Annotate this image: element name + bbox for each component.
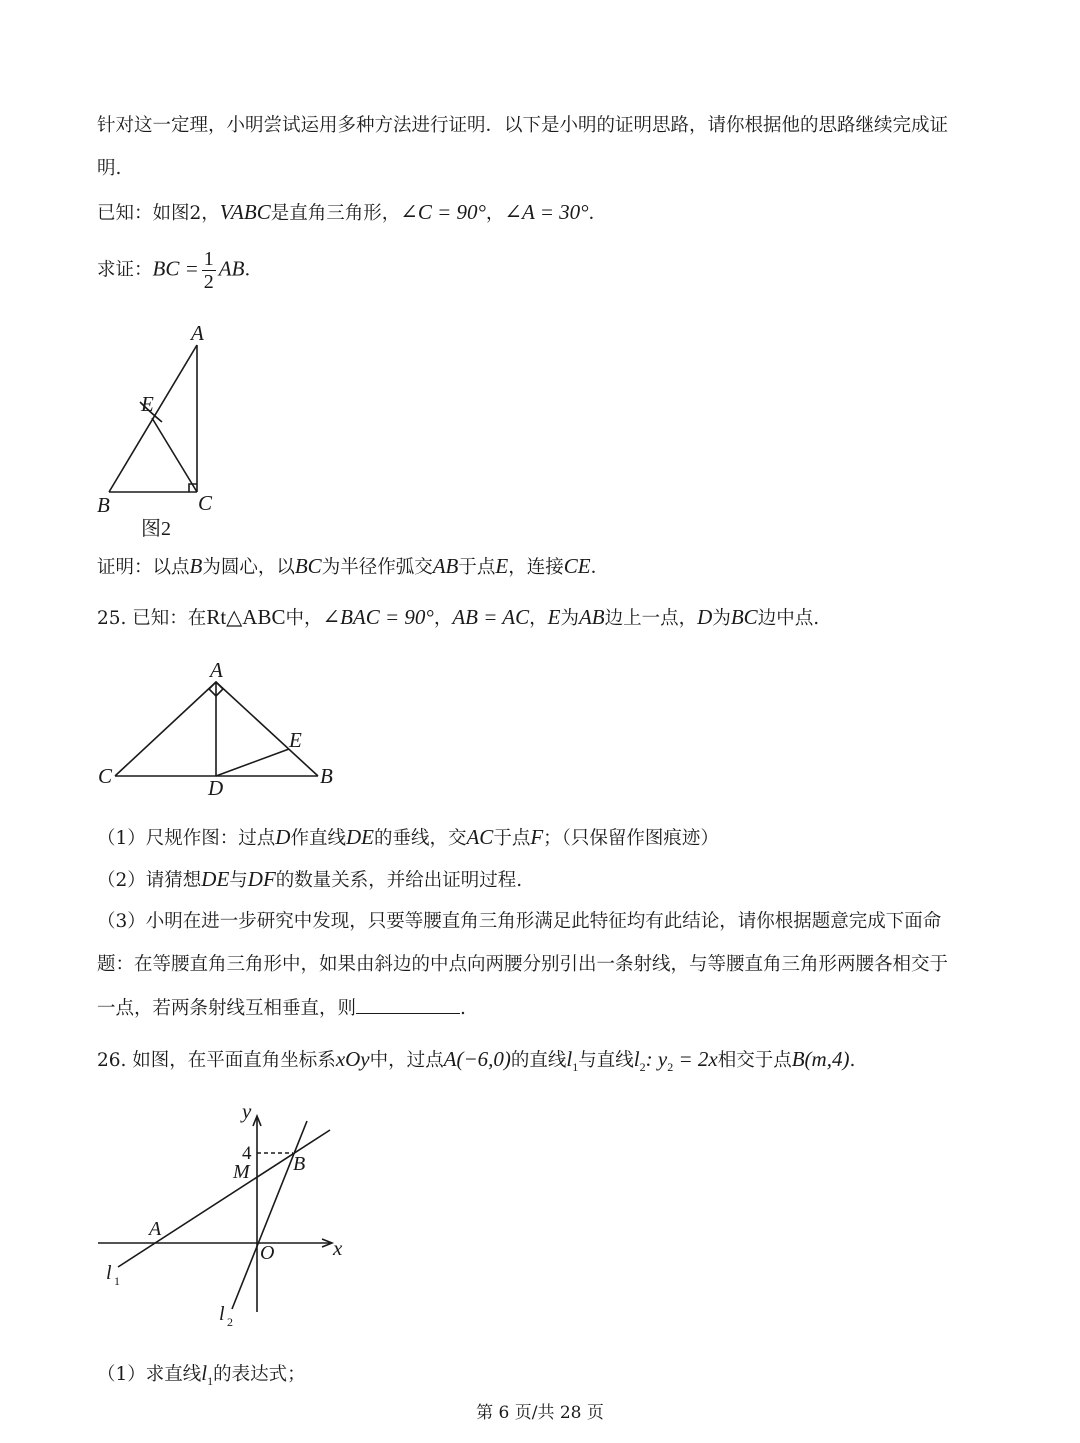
proof-p5: ，连接 [508, 557, 564, 578]
q26-1-l1: $l_1$ [201, 1361, 214, 1388]
q25-2-de: DE [201, 867, 230, 891]
q26-xoy: xOy [335, 1047, 370, 1071]
intro-line-2: 明. [97, 158, 122, 179]
fig26-label-4: 4 [242, 1143, 252, 1164]
q25-p6: 边上一点， [604, 608, 698, 629]
q25-1-p3: 的垂线，交 [373, 828, 467, 849]
fig25-label-c: C [98, 764, 113, 788]
proof-bc: BC [294, 554, 322, 578]
q26-p5: 相交于点 [717, 1050, 792, 1071]
q26-part-1 [97, 1360, 306, 1394]
prove-lhs: BC = [152, 256, 199, 281]
q25-p2: 中， [285, 608, 323, 629]
q26-p6: . [849, 1050, 856, 1071]
q25-angle: ∠BAC = 90° [322, 605, 434, 629]
q25-p5: 为 [560, 608, 579, 629]
given-end: ． [588, 203, 608, 224]
prove-prefix: 求证： [97, 259, 153, 281]
fig2-label-c: C [198, 491, 213, 515]
fraction-denominator: 2 [203, 271, 214, 293]
fig26-label-y: y [242, 1099, 252, 1123]
q25-p3: ， [433, 608, 453, 629]
q25-3-end: . [460, 998, 466, 1019]
q25-part-3-line-1: （3）小明在进一步研究中发现，只要等腰直角三角形满足此特征均有此结论，请你根据题意完成下面命 [97, 911, 942, 932]
fig2-label-e: E [141, 392, 154, 416]
q25-1-p1: （1）尺规作图：过点 [97, 828, 276, 849]
q25-p8: 边中点. [757, 608, 820, 629]
proof-p3: 为半径作弧交 [321, 557, 433, 578]
q25-1-d: D [275, 825, 291, 849]
q26-point-b: B(m,4) [791, 1047, 850, 1071]
proof-p6: ． [590, 557, 610, 578]
q25-ab: AB [578, 605, 605, 629]
page-footer: 第 6 页/共 28 页 [476, 1403, 604, 1423]
fig26-label-a: A [149, 1218, 162, 1240]
q25-p7: 为 [712, 608, 731, 629]
q25-3-text: 一点，若两条射线互相垂直，则 [97, 998, 357, 1019]
fraction-numerator: 1 [203, 248, 214, 270]
q25-1-p4: 于点 [493, 828, 531, 849]
q25-eq: AB = AC [452, 605, 530, 629]
prove-rhs: AB [218, 256, 245, 281]
fig26-label-l1: l [106, 1262, 112, 1284]
q26-point-a: A(−6,0) [443, 1047, 511, 1071]
fig26-label-b: B [293, 1153, 306, 1175]
fig2-label-a: A [191, 321, 204, 345]
proof-e: E [495, 554, 509, 578]
q25-p1: 25. 已知：在 [97, 608, 207, 629]
q25-1-f: F [530, 825, 544, 849]
q26-p2: 中，过点 [369, 1050, 444, 1071]
q25-2-p2: 与 [229, 870, 248, 891]
intro-line-1: 针对这一定理，小明尝试运用多种方法进行证明．以下是小明的证明思路，请你根据他的思路继续完成证 [97, 115, 949, 136]
q25-part-3-line-2: 题：在等腰直角三角形中，如果由斜边的中点向两腰分别引出一条射线，与等腰直角三角形两腰各相交于 [97, 954, 949, 975]
fig25-label-d: D [208, 776, 224, 800]
q25-d: D [697, 605, 713, 629]
given-sep: ， [485, 203, 505, 224]
fig26-label-o: O [260, 1242, 275, 1264]
q25-2-p1: （2）请猜想 [97, 870, 202, 891]
given-angle-a: ∠A = 30° [504, 200, 589, 224]
q25-1-de: DE [345, 825, 374, 849]
fig26-line-l1 [118, 1130, 330, 1267]
proof-ab: AB [432, 554, 459, 578]
given-triangle: VABC [219, 200, 271, 224]
q25-bc: BC [730, 605, 758, 629]
q25-1-p2: 作直线 [290, 828, 346, 849]
given-angle-c: ∠C = 90° [400, 200, 486, 224]
fig25-label-a: A [210, 658, 223, 682]
q25-1-ac: AC [466, 825, 494, 849]
fig2-caption: 图2 [141, 518, 171, 540]
fig26-label-l2: l [219, 1303, 225, 1325]
given-prefix: 已知：如图2， [97, 203, 220, 224]
fig2-label-b: B [97, 493, 110, 517]
proof-ce: CE [563, 554, 591, 578]
q25-p4: ， [529, 608, 548, 629]
fig26-label-m: M [233, 1161, 250, 1183]
proof-p4: 于点 [458, 557, 496, 578]
given-mid: 是直角三角形， [270, 203, 401, 224]
q26-l2-eq: $l_2$: $y_2 = 2x$ [633, 1047, 718, 1074]
q25-1-p5: ；（只保留作图痕迹） [543, 828, 719, 849]
fig26-label-x: x [333, 1236, 343, 1260]
q26-p1: 26. 如图，在平面直角坐标系 [97, 1050, 336, 1071]
q25-2-df: DF [247, 867, 276, 891]
q25-e: E [547, 605, 561, 629]
q26-p3: 的直线 [510, 1050, 567, 1071]
q25-2-p3: 的数量关系，并给出证明过程. [275, 870, 523, 891]
q26-1-p1: （1）求直线 [97, 1364, 202, 1385]
fig25-label-e: E [289, 728, 302, 752]
q26-p4: 与直线 [578, 1050, 634, 1071]
fig26-label-l1-sub: 1 [114, 1274, 120, 1288]
prove-end: ． [244, 259, 263, 281]
q26-l1: $l_1$ [566, 1047, 579, 1074]
q25-rt: Rt△ABC [206, 605, 286, 629]
proof-p2: 为圆心，以 [202, 557, 295, 578]
proof-b: B [189, 554, 203, 578]
fig26-label-l2-sub: 2 [227, 1315, 233, 1329]
fig25-label-b: B [320, 764, 333, 788]
q26-1-p2: 的表达式； [213, 1364, 306, 1385]
proof-p1: 证明：以点 [97, 557, 190, 578]
